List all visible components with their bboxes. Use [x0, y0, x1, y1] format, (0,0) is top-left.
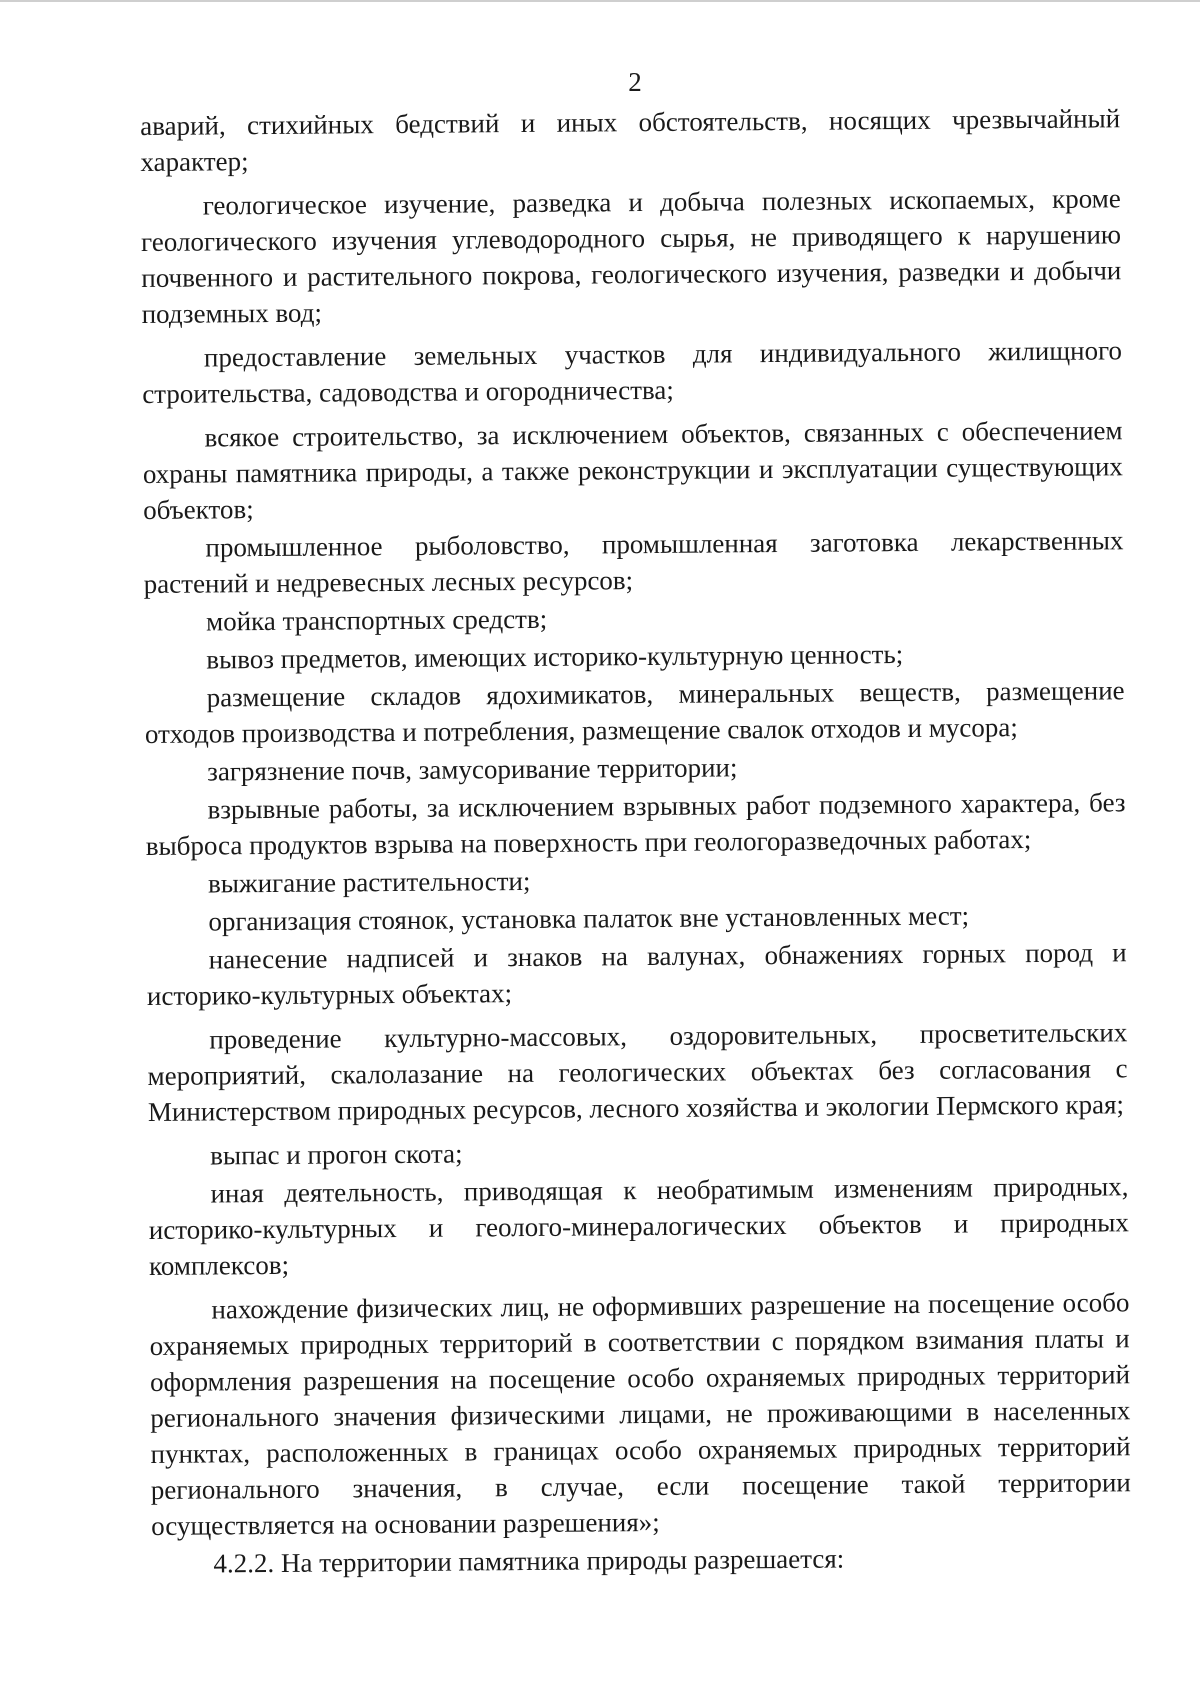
scan-top-edge	[0, 0, 1200, 2]
list-item-soil-pollution: загрязнение почв, замусоривание территории;	[207, 752, 738, 787]
page-number: 2	[628, 67, 642, 97]
list-item-land-plots: предоставление земельных участков для индивидуального жилищного строительства, садоводства и огородничества;	[142, 335, 1123, 409]
list-item-camping: организация стоянок, установка палаток вне установленных мест;	[208, 900, 970, 937]
section-heading-allowed: 4.2.2. На территории памятника природы разрешается:	[213, 1543, 845, 1579]
list-item-construction: всякое строительство, за исключением объектов, связанных с обеспечением охраны памятника природы, а также реконструкции и эксплуатации существующих объектов;	[142, 415, 1123, 525]
list-item-chemical-storage: размещение складов ядохимикатов, минеральных веществ, размещение отходов производства и потребления, размещение свалок отходов и мусора;	[144, 675, 1125, 749]
list-item-artifact-removal: вывоз предметов, имеющих историко-культурную ценность;	[206, 639, 904, 675]
paragraph-continuation: аварий, стихийных бедствий и иных обстоятельств, носящих чрезвычайный характер;	[140, 103, 1121, 177]
list-item-blasting: взрывные работы, за исключением взрывных работ подземного характера, без выброса продуктов взрыва на поверхность при геологоразведочных работах;	[145, 787, 1126, 861]
list-item-burning: выжигание растительности;	[207, 865, 531, 899]
list-item-grazing: выпас и прогон скота;	[210, 1138, 463, 1171]
list-item-fishing: промышленное рыболовство, промышленная заготовка лекарственных растений и недревесных лесных ресурсов;	[143, 525, 1124, 599]
list-item-mass-events: проведение культурно-массовых, оздоровительных, просветительских мероприятий, скалолазание на геологических объектах без согласования с Министерством природных ресурсов, лесного хозяйства и экологии Пермского края;	[147, 1017, 1128, 1127]
list-item-vehicle-washing: мойка транспортных средств;	[205, 603, 548, 637]
list-item-other-activity: иная деятельность, приводящая к необратимым изменениям природных, историко-культурных и геолого-минералогических объектов и природных комплексов;	[148, 1171, 1129, 1281]
list-item-inscriptions: нанесение надписей и знаков на валунах, обнажениях горных пород и историко-культурных объектах;	[146, 937, 1127, 1011]
document-body	[140, 100, 1132, 1584]
list-item-geology: геологическое изучение, разведка и добыча полезных ископаемых, кроме геологического изучения углеводородного сырья, не приводящего к нарушению почвенного и растительного покрова, геологического изучения, разведки и добычи подземных вод;	[140, 183, 1122, 329]
list-item-visiting-permit: нахождение физических лиц, не оформивших разрешение на посещение особо охраняемых природных территорий в соответствии с порядком взимания платы и оформления разрешения на посещение особо охраняемых природных территорий регионального значения физическими лицами, не проживающими в населенных пунктах, расположенных в границах особо охраняемых природных территорий регионального значения, в случае, если посещение такой территории осуществляется на основании разрешения»;	[149, 1287, 1131, 1541]
